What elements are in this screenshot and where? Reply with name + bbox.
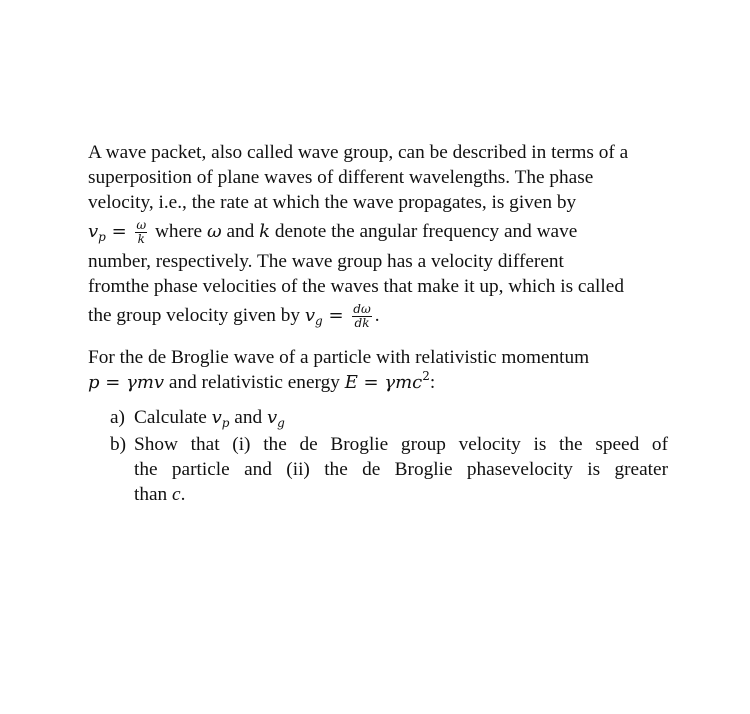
text-where: where: [150, 221, 207, 242]
momentum-symbol: p: [88, 372, 100, 393]
intro-line-1: A wave packet, also called wave group, can be described in terms of a: [88, 142, 629, 163]
text-than: than: [134, 484, 173, 505]
phase-velocity-subscript: p: [221, 416, 230, 430]
problem-line-1: For the de Broglie wave of a particle with relativistic momentum: [88, 347, 590, 368]
group-velocity-symbol: v: [266, 407, 278, 428]
fraction-numerator: ω: [136, 218, 147, 233]
group-velocity-subscript: g: [277, 416, 285, 430]
intro-paragraph: [88, 140, 668, 333]
speed-of-light-symbol: c: [172, 484, 181, 505]
energy-symbol: E: [344, 372, 358, 393]
exponent-two: 2: [422, 369, 430, 383]
equals-sign: =: [357, 372, 385, 393]
problem-text: [88, 140, 668, 507]
text-and: and: [229, 407, 267, 428]
problem-line-2: [88, 370, 668, 395]
group-velocity-symbol: v: [304, 305, 316, 326]
task-list: [88, 405, 668, 507]
list-marker-b: b): [110, 434, 127, 455]
intro-line-7: [88, 299, 668, 333]
phase-velocity-subscript: p: [98, 230, 106, 244]
k-symbol: k: [259, 221, 271, 242]
list-marker-a: a): [110, 407, 125, 428]
text-denote: denote the angular frequency and wave: [270, 221, 578, 242]
text-and: and: [221, 221, 260, 242]
task-b-line-1: Show that (i) the de Broglie group velocity is the speed of: [134, 434, 668, 455]
phase-velocity-symbol: v: [211, 407, 222, 428]
intro-line-2: superposition of plane waves of different wavelengths. The phase: [88, 167, 594, 188]
period: .: [180, 484, 186, 505]
text-relativistic-energy: and relativistic energy: [164, 372, 345, 393]
fraction-denominator: k: [137, 232, 145, 247]
list-item: [110, 405, 668, 430]
domega-over-dk-fraction: [352, 303, 371, 330]
intro-line-6: fromthe phase velocities of the waves that make it up, which is called: [88, 276, 624, 297]
text-calculate: Calculate: [134, 407, 212, 428]
equals-sign: =: [322, 305, 350, 326]
fraction-denominator: dk: [354, 316, 370, 331]
text-group-velocity: the group velocity given by: [88, 305, 305, 326]
equals-sign: =: [99, 372, 127, 393]
intro-line-5: number, respectively. The wave group has a velocity different: [88, 251, 564, 272]
group-velocity-subscript: g: [315, 314, 323, 328]
energy-expression: γmc: [384, 372, 423, 393]
list-item: [110, 432, 668, 507]
task-b-line-2: the particle and (ii) the de Broglie phasevelocity is greater: [134, 459, 668, 480]
omega-symbol: ω: [206, 221, 222, 242]
colon: :: [429, 372, 436, 393]
equals-sign: =: [105, 221, 133, 242]
omega-over-k-fraction: [135, 219, 147, 246]
fraction-numerator: dω: [353, 302, 371, 317]
task-a-text: [134, 405, 668, 430]
problem-paragraph: [88, 345, 668, 395]
momentum-expression: γmv: [126, 372, 165, 393]
task-b-line-3: [134, 482, 668, 507]
intro-line-3: velocity, i.e., the rate at which the wave propagates, is given by: [88, 192, 577, 213]
intro-line-4: [88, 215, 668, 249]
phase-velocity-symbol: v: [88, 221, 99, 242]
period: .: [374, 305, 380, 326]
